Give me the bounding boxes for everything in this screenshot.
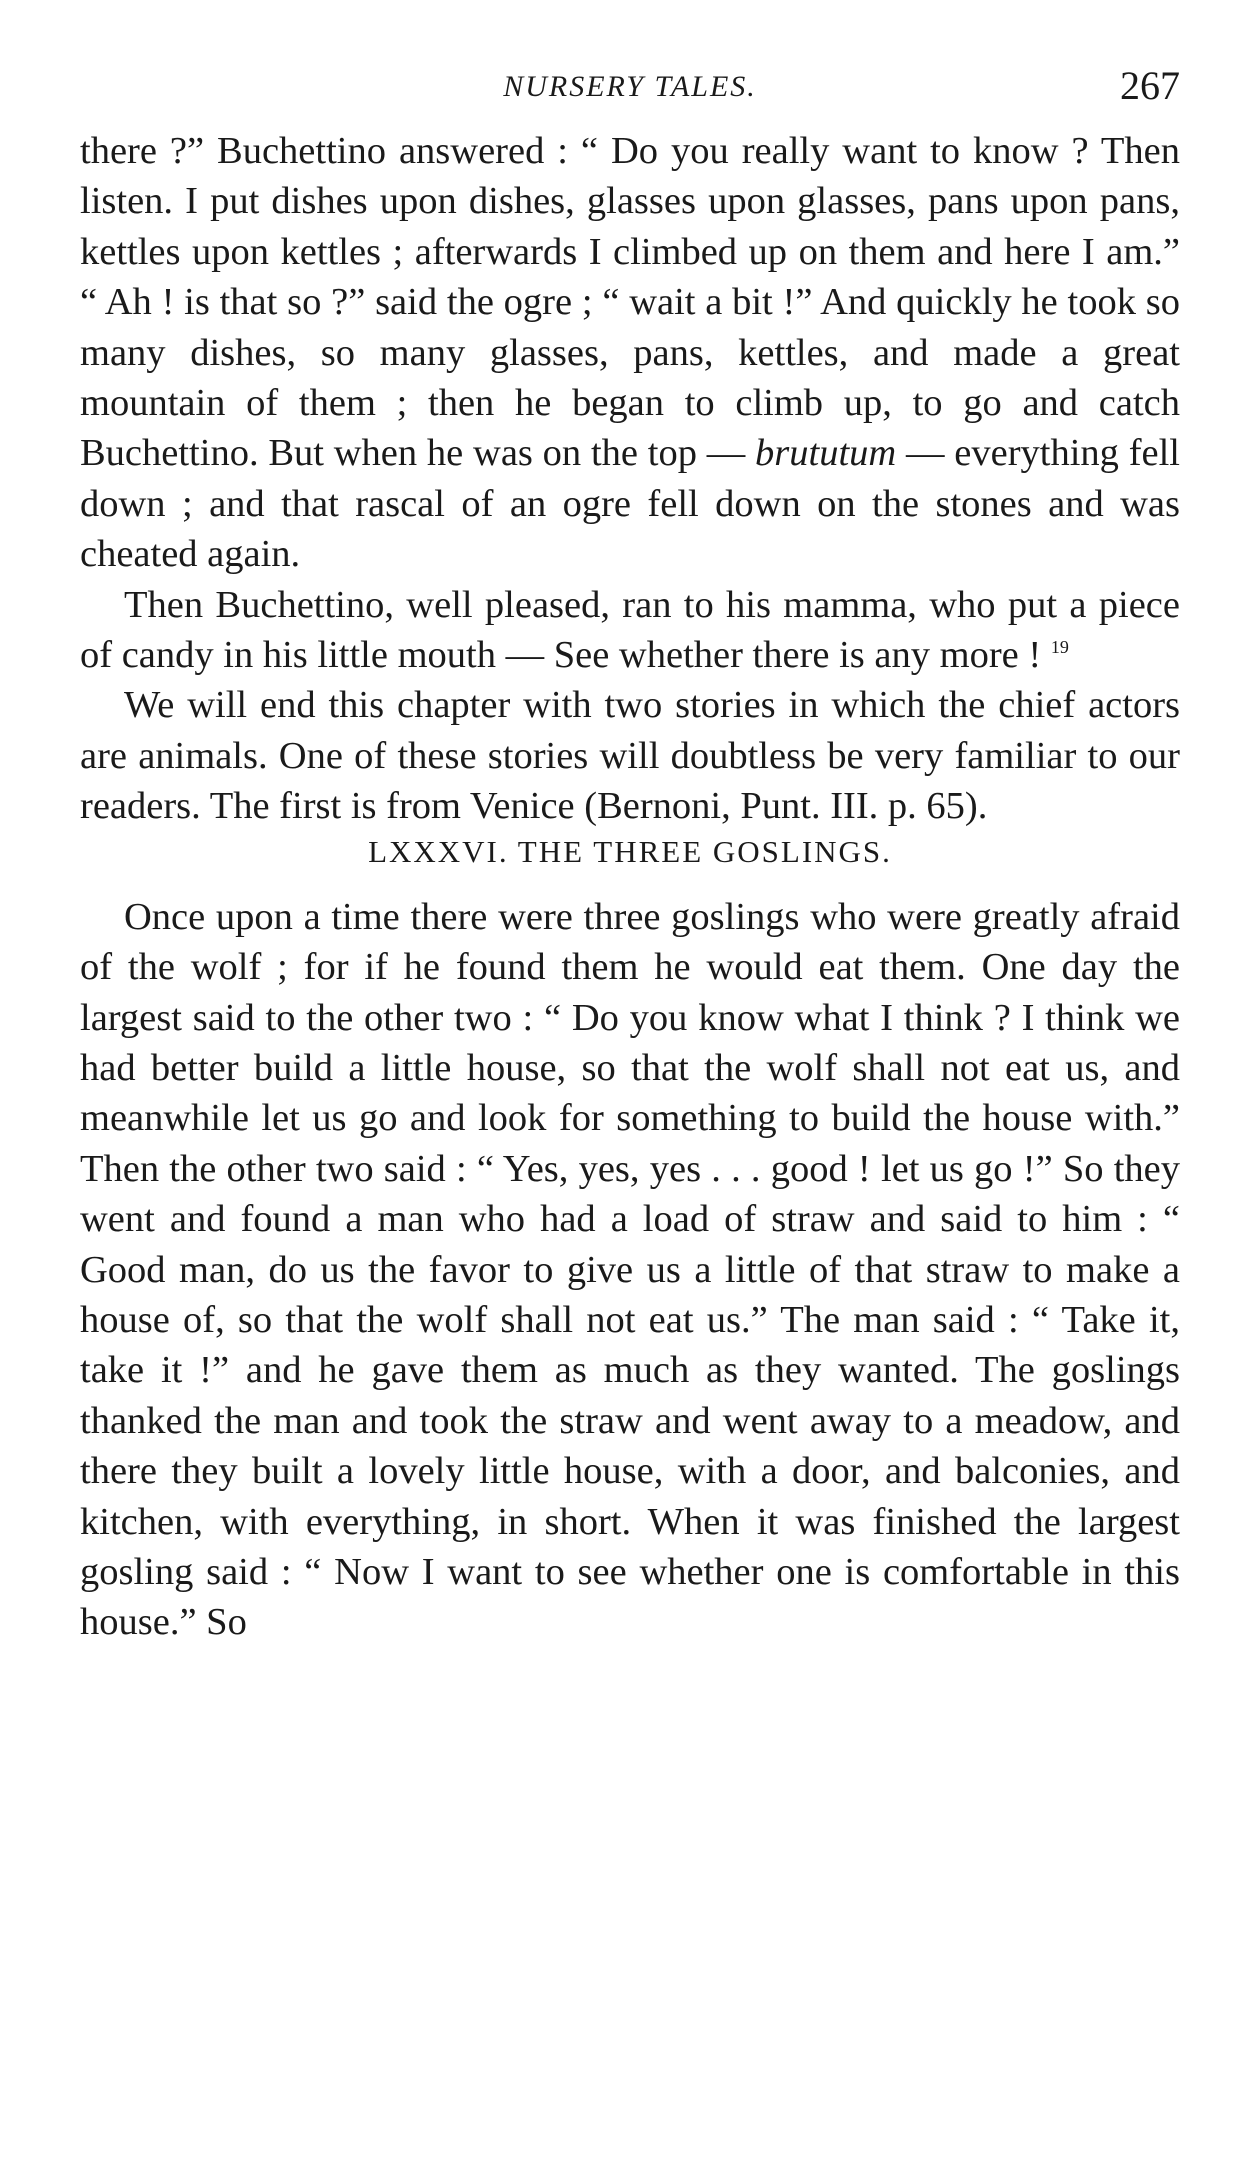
paragraph-chapter-intro: We will end this chapter with two stories in which the chief actors are animals. One of these stories will doubtless be very familiar to our readers. The first is from Venice (Bernoni, Punt. III. p. 65). (80, 684, 1180, 828)
paragraph-three-goslings: Once upon a time there were three goslings who were greatly afraid of the wolf ; for if he found them he would eat them. One day the largest said to the other two : “ Do you know what I think ? I think we had better build a little house, so that the wolf shall not eat us, and meanwhile let us go and look for something to build the house with.” Then the other two said : “ Yes, yes, yes . . . good ! let us go !” So they went and found a man who had a load of straw and said to him : “ Good man, do us the favor to give us a little of that straw to make a house of, so that the wolf shall not eat us.” The man said : “ Take it, take it !” and he gave them as much as they wanted. The goslings thanked the man and took the straw and went away to a meadow, and there they built a lovely little house, with a door, and balconies, and kitchen, with everything, in short. When it was finished the largest gosling said : “ Now I want to see whether one is comfortable in this house.” So (80, 895, 1180, 1644)
page-number: 267 (1120, 63, 1180, 108)
paragraph-ogre-ending (80, 126, 1180, 580)
paragraph-buchettino-mamma (80, 580, 1180, 681)
italic-sound-word: brututum (755, 432, 897, 475)
paragraph-text-part-2: — everything fell down ; and that rascal of an ogre fell down on the stones and was cheated again. (80, 432, 1180, 576)
paragraph-text: Then Buchettino, well pleased, ran to his mamma, who put a piece of candy in his little mouth — See whether there is any more ! (80, 583, 1180, 677)
page-header (80, 60, 1180, 122)
book-page (80, 60, 1180, 1648)
running-head: NURSERY TALES. (503, 70, 757, 103)
chapter-heading: LXXXVI. THE THREE GOSLINGS. (368, 833, 892, 869)
paragraph-text-part-1: there ?” Buchettino answered : “ Do you really want to know ? Then listen. I put dishes upon dishes, glasses upon glasses, pans upon pans, kettles upon kettles ; afterwards I climbed up on them and here I am.” “ Ah ! is that so ?” said the ogre ; “ wait a bit !” And quickly he took so many dishes, so many glasses, pans, kettles, and made a great mountain of them ; then he began to climb up, to go and catch Buchettino. But when he was on the top — (80, 130, 1180, 475)
footnote-reference: 19 (1050, 637, 1069, 658)
